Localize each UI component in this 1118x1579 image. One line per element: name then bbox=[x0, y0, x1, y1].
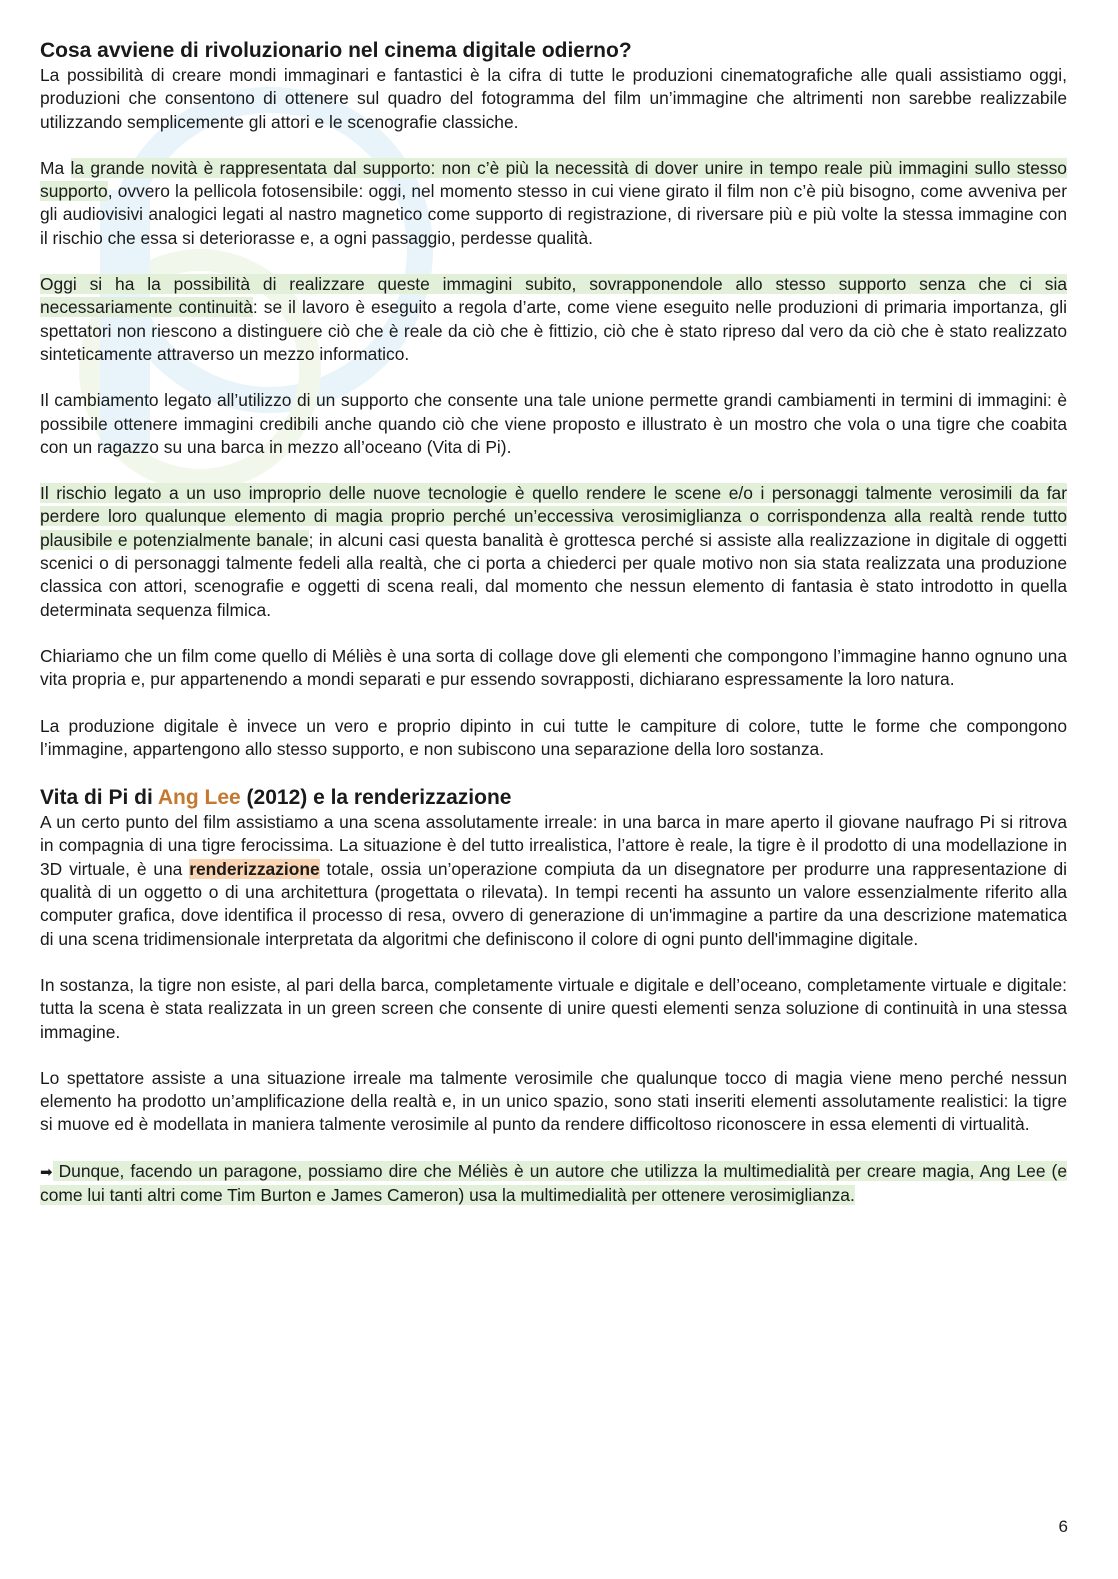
highlight-text: Il rischio legato a un uso improprio delle nuove tecnologie è quello rendere le scene e/o i personaggi talmente verosimili da far perdere loro qualunque elemento di magia proprio perché un’eccessiva verosimiglianza o corrispondenza alla realtà rende tutto plausibile e potenzialmente banale bbox=[40, 483, 1067, 550]
paragraph-5 bbox=[40, 482, 1067, 622]
heading-2-start: Vita di Pi di bbox=[40, 786, 158, 810]
paragraph-9: In sostanza, la tigre non esiste, al pari della barca, completamente virtuale e digitale e dell’oceano, completamente virtuale e digitale: tutta la scena è stata realizzata in un green screen che consente di unire questi elementi senza soluzione di continuità in una stessa immagine. bbox=[40, 974, 1067, 1042]
paragraph-3-rest: : se il lavoro è eseguito a regola d’arte, come viene eseguito nelle produzioni di primaria importanza, gli spettatori non riescono a distinguere ciò che è reale da ciò che è fittizio, ciò che è stato ripreso dal vero da ciò che è stato realizzato sinteticamente attraverso un mezzo informatico. bbox=[40, 297, 1067, 364]
paragraph-5-rest: ; in alcuni casi questa banalità è grottesca perché si assiste alla realizzazione in digitale di oggetti scenici o di personaggi talmente fedeli alla realtà, che ci porta a chiederci per quale motivo non sia stata realizzata una produzione classica con attori, scenografie e oggetti di scena reali, dal momento che nessun elemento di fantasia è stato introdotto in quella determinata sequenza filmica. bbox=[40, 529, 1067, 620]
paragraph-7: La produzione digitale è invece un vero e proprio dipinto in cui tutte le campiture di colore, tutte le forme che compongono l’immagine, appartengono allo stesso supporto, e non subiscono una separazione della loro sostanza. bbox=[40, 715, 1067, 759]
arrow-right-icon: ➡ bbox=[40, 1163, 53, 1181]
paragraph-2 bbox=[40, 157, 1067, 250]
key-term-highlight: renderizzazione bbox=[189, 858, 320, 879]
director-name: Ang Lee bbox=[157, 786, 241, 810]
paragraph-4: Il cambiamento legato all’utilizzo di un supporto che consente una tale unione permette grandi cambiamenti in termini di immagini: è possibile ottenere immagini credibili anche quando ciò che viene proposto e illustrato è un mostro che vola o una tigre che coabita con un ragazzo su una barca in mezzo all’oceano (Vita di Pi). bbox=[40, 390, 1067, 457]
paragraph-11 bbox=[40, 1160, 1067, 1208]
paragraph-2-start: Ma bbox=[40, 157, 71, 178]
highlight-text: Oggi si ha la possibilità di realizzare queste immagini subito, sovrapponendole allo stesso supporto senza che ci sia necessariamente continuità bbox=[40, 274, 1067, 318]
paragraph-8-start: A un certo punto del film assistiamo a una scena assolutamente irreale: in una barca in mare aperto il giovane naufrago Pi si ritrova in compagnia di una tigre ferocissima. La situazione è del tutto irrealistica, l’attore è reale, la tigre è il prodotto di una modellazione in 3D virtuale, è una bbox=[40, 812, 1067, 879]
highlight-text: Dunque, facendo un paragone, possiamo dire che Méliès è un autore che utilizza la multimedialità per creare magia, Ang Lee (e come lui tanti altri come Tim Burton e James Cameron) usa la multimedialità per ottenere verosimiglianza. bbox=[40, 1160, 1067, 1205]
paragraph-8 bbox=[40, 811, 1067, 951]
paragraph-3 bbox=[40, 273, 1067, 366]
paragraph-2-rest: , ovvero la pellicola fotosensibile: oggi, nel momento stesso in cui viene girato il film non c’è più bisogno, come avveniva per gli audiovisivi analogici legati al nastro magnetico come supporto di registrazione, di riversare più e più volte la stessa immagine con il rischio che essa si deteriorasse e, a ogni passaggio, perdesse qualità. bbox=[40, 181, 1067, 248]
heading-2-rest: (2012) e la renderizzazione bbox=[240, 786, 512, 810]
paragraph-10: Lo spettatore assiste a una situazione irreale ma talmente verosimile che qualunque tocco di magia viene meno perché nessun elemento ha prodotto un’amplificazione della realtà e, in un unico spazio, sono stati inseriti elementi assolutamente realistici: la tigre si muove ed è modellata in maniera talmente verosimile al punto da rendere difficoltoso riconoscere in essa elementi di virtualità. bbox=[40, 1067, 1067, 1135]
heading-vita-di-pi bbox=[40, 785, 1067, 811]
paragraph-6: Chiariamo che un film come quello di Méliès è una sorta di collage dove gli elementi che compongono l’immagine hanno ognuno una vita propria e, pur appartenendo a mondi separati e pur essendo sovrapposti, dichiarano espressamente la loro natura. bbox=[40, 645, 1067, 690]
highlight-text: la grande novità è rappresentata dal supporto: non c’è più la necessità di dover unire in tempo reale più immagini sullo stesso supporto bbox=[40, 157, 1067, 202]
paragraph-8-rest: totale, ossia un’operazione compiuta da un disegnatore per produrre una rappresentazione di qualità di un oggetto o di una architettura (progettata o rilevata). In tempi recenti ha assunto un valore essenzialmente riferito alla computer grafica, dove identifica il processo di resa, ovvero di generazione di un'immagine a partire da una descrizione matematica di una scena tridimensionale interpretata da algoritmi che definiscono il colore di ogni punto dell'immagine digitale. bbox=[40, 858, 1068, 949]
document-page bbox=[40, 38, 1067, 1230]
page-number: 6 bbox=[1058, 1517, 1068, 1536]
heading-digital-cinema: Cosa avviene di rivoluzionario nel cinema digitale odierno? bbox=[40, 39, 632, 62]
paragraph-1: La possibilità di creare mondi immaginari e fantastici è la cifra di tutte le produzioni cinematografiche alle quali assistiamo oggi, produzioni che consentono di ottenere sul quadro del fotogramma del film un’immagine che altrimenti non sarebbe realizzabile utilizzando semplicemente gli attori e le scenografie classiche. bbox=[40, 65, 1067, 132]
